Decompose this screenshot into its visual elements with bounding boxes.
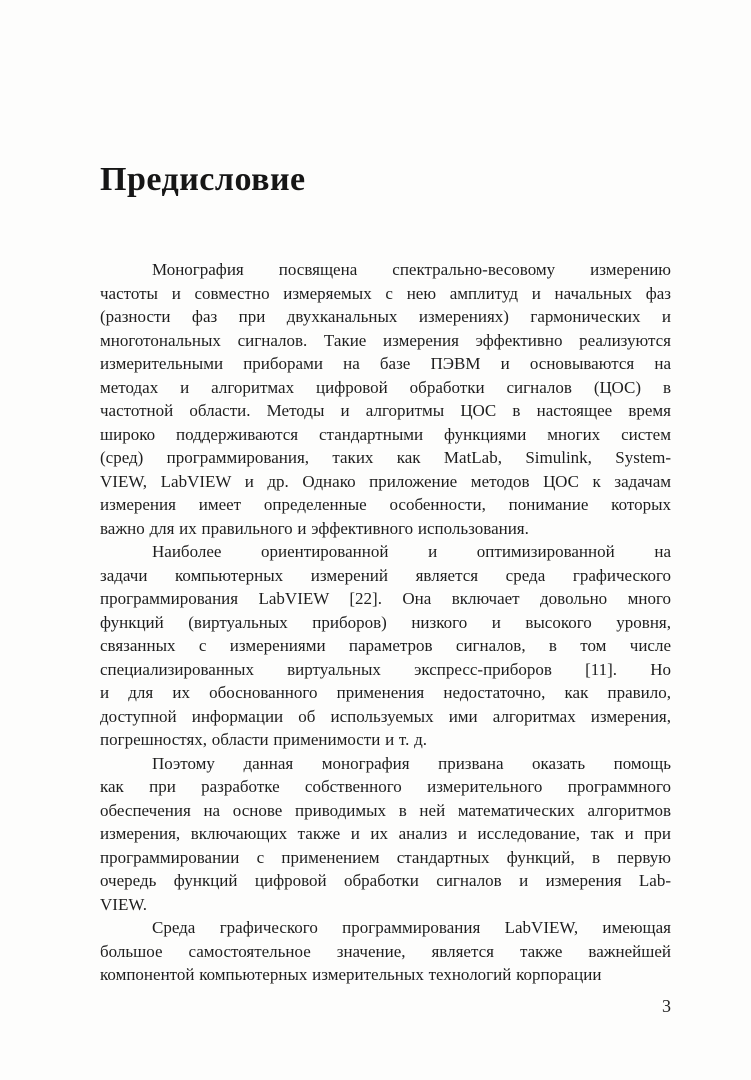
text-line: (сред) программирования, таких как MatLab, Simulink, System- bbox=[100, 448, 671, 467]
text-line: Монография посвящена спектрально-весовому измерению bbox=[152, 260, 671, 279]
text-line: обеспечения на основе приводимых в ней математических алгоритмов bbox=[100, 800, 671, 820]
text-line: Поэтому данная монография призвана оказать помощь bbox=[152, 753, 671, 773]
text-line: доступной информации об используемых ими алгоритмах измерения, bbox=[100, 706, 671, 726]
text-line: (разности фаз при двухканальных измерениях) гармонических и bbox=[100, 307, 671, 326]
paragraph bbox=[100, 258, 671, 540]
text-line: компонентой компьютерных измерительных технологий корпорации bbox=[100, 965, 602, 984]
text-line: как при разработке собственного измерительного программного bbox=[100, 777, 671, 796]
text-line: задачи компьютерных измерений является среда графического bbox=[100, 565, 671, 585]
text-line: измерения, включающих также и их анализ и исследование, так и при bbox=[100, 824, 671, 843]
text-line: очередь функций цифровой обработки сигналов и измерения Lab- bbox=[100, 871, 671, 890]
text-line: программирования LabVIEW [22]. Она включает довольно много bbox=[100, 589, 671, 608]
page-title: Предисловие bbox=[100, 161, 306, 198]
text-line: Среда графического программирования LabVIEW, имеющая bbox=[152, 918, 671, 937]
text-line: специализированных виртуальных экспресс-приборов [11]. Но bbox=[100, 659, 671, 679]
text-line: программировании с применением стандартных функций, в первую bbox=[100, 847, 671, 867]
page-number: 3 bbox=[662, 996, 671, 1016]
text-line: частоты и совместно измеряемых с нею амплитуд и начальных фаз bbox=[100, 283, 671, 303]
paragraph bbox=[100, 916, 671, 987]
text-line: функций (виртуальных приборов) низкого и высокого уровня, bbox=[100, 612, 671, 632]
text-line: связанных с измерениями параметров сигналов, в том числе bbox=[100, 636, 671, 655]
text-line: погрешностях, области применимости и т. д. bbox=[100, 730, 427, 749]
text-line: важно для их правильного и эффективного использования. bbox=[100, 518, 529, 538]
text-line: Наиболее ориентированной и оптимизированной на bbox=[152, 542, 671, 561]
text-line: VIEW, LabVIEW и др. Однако приложение методов ЦОС к задачам bbox=[100, 471, 671, 491]
text-line: VIEW. bbox=[100, 894, 148, 914]
text-line: измерения имеет определенные особенности, понимание которых bbox=[100, 495, 671, 514]
text-line: широко поддерживаются стандартными функциями многих систем bbox=[100, 424, 671, 444]
text-line: и для их обоснованного применения недостаточно, как правило, bbox=[100, 683, 671, 702]
text-line: методах и алгоритмах цифровой обработки сигналов (ЦОС) в bbox=[100, 377, 671, 397]
text-line: частотной области. Методы и алгоритмы ЦОС в настоящее время bbox=[100, 401, 671, 420]
paragraph bbox=[100, 752, 671, 917]
text-line: измерительными приборами на базе ПЭВМ и основываются на bbox=[100, 354, 671, 373]
text-line: большое самостоятельное значение, является также важнейшей bbox=[100, 941, 671, 961]
text-body bbox=[100, 258, 671, 987]
text-line: многотональных сигналов. Такие измерения эффективно реализуются bbox=[100, 330, 671, 350]
paragraph bbox=[100, 540, 671, 752]
